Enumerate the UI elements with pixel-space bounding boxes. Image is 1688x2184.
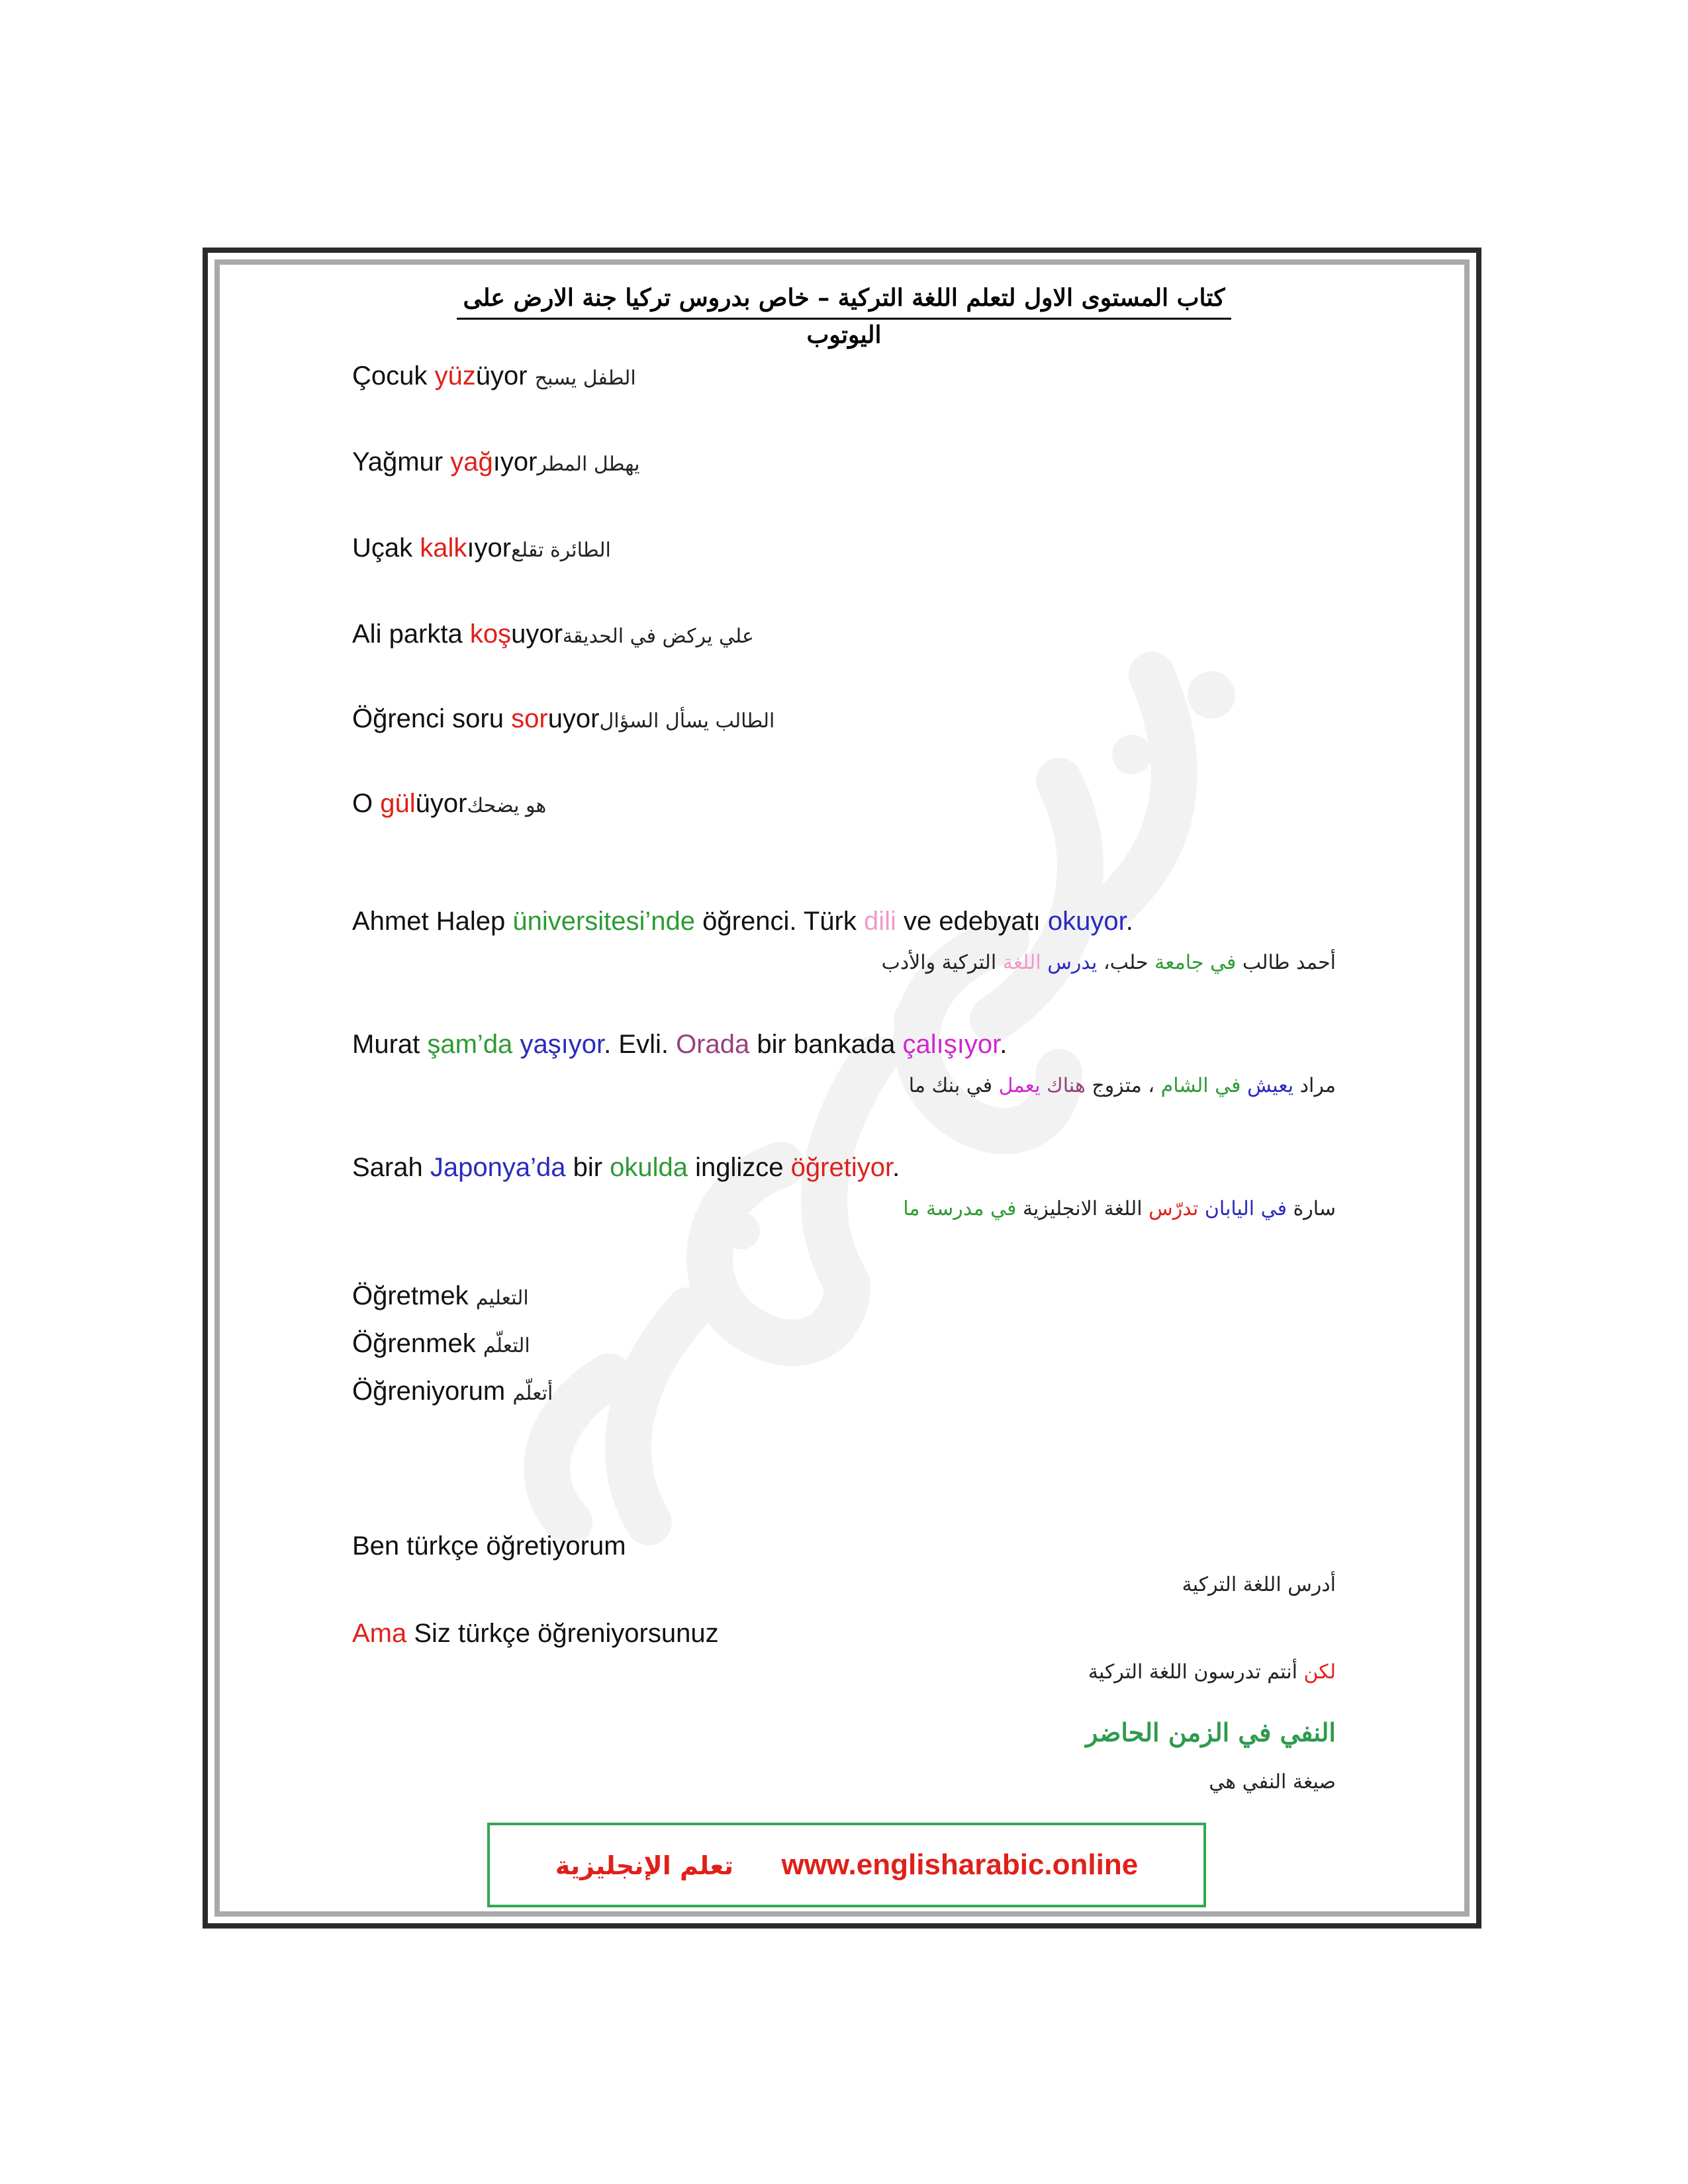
ar-text: أحمد طالب — [1236, 951, 1336, 974]
ar-highlight-verb: يدرس — [1047, 951, 1098, 974]
sentence-6 — [352, 786, 546, 823]
ar-text — [1198, 1197, 1205, 1220]
tr-text: Siz türkçe öğreniyorsunuz — [406, 1619, 719, 1648]
tr-highlight-place: şam’da — [427, 1030, 513, 1059]
tr-highlight-language: dili — [863, 907, 896, 936]
tr-text: Ali parkta — [352, 619, 470, 649]
paragraph-1-arabic — [882, 948, 1336, 978]
ama-word: Ama — [352, 1619, 407, 1648]
verb-suffix: uyor — [547, 704, 600, 733]
negation-subtitle: صيغة النفي هي — [1209, 1770, 1336, 1794]
verb-root: sor — [511, 704, 548, 733]
paragraph-3-turkish — [352, 1150, 900, 1185]
tr-highlight-there: Orada — [676, 1030, 750, 1059]
ar-text: مراد — [1293, 1074, 1336, 1097]
title-underline — [457, 318, 1231, 320]
ar-text — [1241, 1074, 1247, 1097]
ama-sentence — [352, 1616, 719, 1651]
tr-text: Öğreniyorum — [352, 1377, 513, 1406]
verb-root: gül — [380, 789, 416, 818]
sentence-4 — [352, 617, 754, 654]
verb-root: koş — [469, 619, 512, 649]
tr-highlight-verb-live: yaşıyor — [520, 1030, 604, 1059]
verb-suffix: ıyor — [467, 533, 512, 563]
tr-highlight-university: üniversitesi’nde — [512, 907, 696, 936]
sentence-2 — [352, 445, 639, 482]
arabic-translation: الطفل يسبح — [534, 367, 636, 390]
ar-text — [1041, 1074, 1047, 1097]
tr-text: O — [352, 789, 381, 818]
ar-highlight-verb-work: يعمل — [998, 1074, 1041, 1097]
arabic-translation: يهطل المطر — [537, 453, 640, 476]
verb-root: yağ — [450, 447, 493, 477]
negation-heading: النفي في الزمن الحاضر — [1086, 1717, 1336, 1747]
tr-text: Sarah — [352, 1153, 430, 1182]
arabic-translation: أتعلّم — [512, 1382, 553, 1405]
ar-highlight-place: في اليابان — [1204, 1197, 1287, 1220]
paragraph-2-arabic — [909, 1071, 1336, 1101]
sentence-5 — [352, 702, 774, 739]
ar-highlight-university: في جامعة — [1154, 951, 1237, 974]
arabic-translation: التعلّم — [483, 1334, 530, 1357]
ar-text: سارة — [1286, 1197, 1336, 1220]
verb-root: yüz — [434, 361, 476, 390]
tr-text: Öğrenci soru — [352, 704, 512, 733]
footer-banner-text — [487, 1846, 1206, 1884]
tr-text: Murat — [352, 1030, 428, 1059]
footer-arabic-label: تعلم الإنجليزية — [555, 1851, 734, 1880]
ar-highlight-but: لكن — [1303, 1661, 1336, 1684]
arabic-translation: الطائرة تقلع — [511, 539, 611, 562]
ar-text — [1041, 951, 1048, 974]
tr-text: Öğrenmek — [352, 1329, 483, 1358]
tr-highlight-verb-work: çalışıyor — [902, 1030, 1000, 1059]
ar-highlight-verb-live: يعيش — [1247, 1074, 1294, 1097]
tr-text: Yağmur — [352, 447, 451, 477]
arabic-translation: الطالب يسأل السؤال — [599, 709, 775, 733]
tr-text: inglizce — [688, 1153, 791, 1182]
tr-text: ve edebyatı — [896, 907, 1048, 936]
ar-highlight-language: اللغة — [1002, 951, 1041, 974]
tr-text — [512, 1030, 520, 1059]
arabic-translation: هو يضحك — [467, 794, 547, 817]
ben-sentence-arabic: أدرس اللغة التركية — [1182, 1573, 1336, 1596]
arabic-translation: التعليم — [475, 1287, 529, 1310]
ar-highlight-school: في مدرسة ما — [903, 1197, 1017, 1220]
footer-website-link[interactable]: www.englisharabic.online — [781, 1848, 1139, 1881]
verb-suffix: üyor — [415, 789, 467, 818]
ar-highlight-place: في الشام — [1160, 1074, 1241, 1097]
ben-sentence: Ben türkçe öğretiyorum — [352, 1531, 626, 1561]
tr-text: Öğretmek — [352, 1281, 476, 1310]
vocab-2 — [352, 1326, 530, 1363]
ar-text: حلب، — [1097, 951, 1155, 974]
ar-text: أنتم تدرسون اللغة التركية — [1088, 1661, 1304, 1684]
tr-highlight-place: Japonya’da — [430, 1153, 566, 1182]
paragraph-1-turkish — [352, 904, 1133, 938]
verb-suffix: üyor — [475, 361, 535, 390]
tr-highlight-school: okulda — [610, 1153, 688, 1182]
tr-text: öğrenci. Türk — [695, 907, 864, 936]
ar-text: ، متزوج — [1085, 1074, 1161, 1097]
ar-text: التركية والأدب — [881, 951, 1003, 974]
verb-suffix: ıyor — [492, 447, 538, 477]
paragraph-2-turkish — [352, 1027, 1007, 1062]
tr-text: bir — [565, 1153, 610, 1182]
document-title: كتاب المستوى الاول لتعلم اللغة التركية – خاص بدروس تركيا جنة الارض على اليوتوب — [463, 284, 1225, 349]
ama-sentence-arabic — [1088, 1657, 1336, 1688]
tr-text: . — [892, 1153, 900, 1182]
tr-text: bir bankada — [749, 1030, 903, 1059]
tr-text: . — [1000, 1030, 1008, 1059]
ar-text: في بنك ما — [908, 1074, 999, 1097]
tr-text: . — [1125, 907, 1133, 936]
paragraph-3-arabic — [903, 1194, 1336, 1224]
tr-text: Ahmet Halep — [352, 907, 513, 936]
sentence-3 — [352, 531, 611, 568]
vocab-3 — [352, 1374, 553, 1411]
ar-highlight-there: هناك — [1047, 1074, 1086, 1097]
tr-text: . Evli. — [604, 1030, 677, 1059]
tr-text: Uçak — [352, 533, 420, 563]
tr-text: Çocuk — [352, 361, 435, 390]
sentence-1 — [352, 359, 636, 396]
tr-highlight-verb: öğretiyor — [790, 1153, 893, 1182]
arabic-translation: علي يركض في الحديقة — [562, 625, 754, 648]
ar-highlight-verb: تدرّس — [1149, 1197, 1199, 1220]
verb-suffix: uyor — [511, 619, 563, 649]
ar-text: اللغة الانجليزية — [1016, 1197, 1149, 1220]
verb-root: kalk — [420, 533, 467, 563]
vocab-1 — [352, 1279, 529, 1316]
tr-highlight-verb: okuyor — [1047, 907, 1126, 936]
